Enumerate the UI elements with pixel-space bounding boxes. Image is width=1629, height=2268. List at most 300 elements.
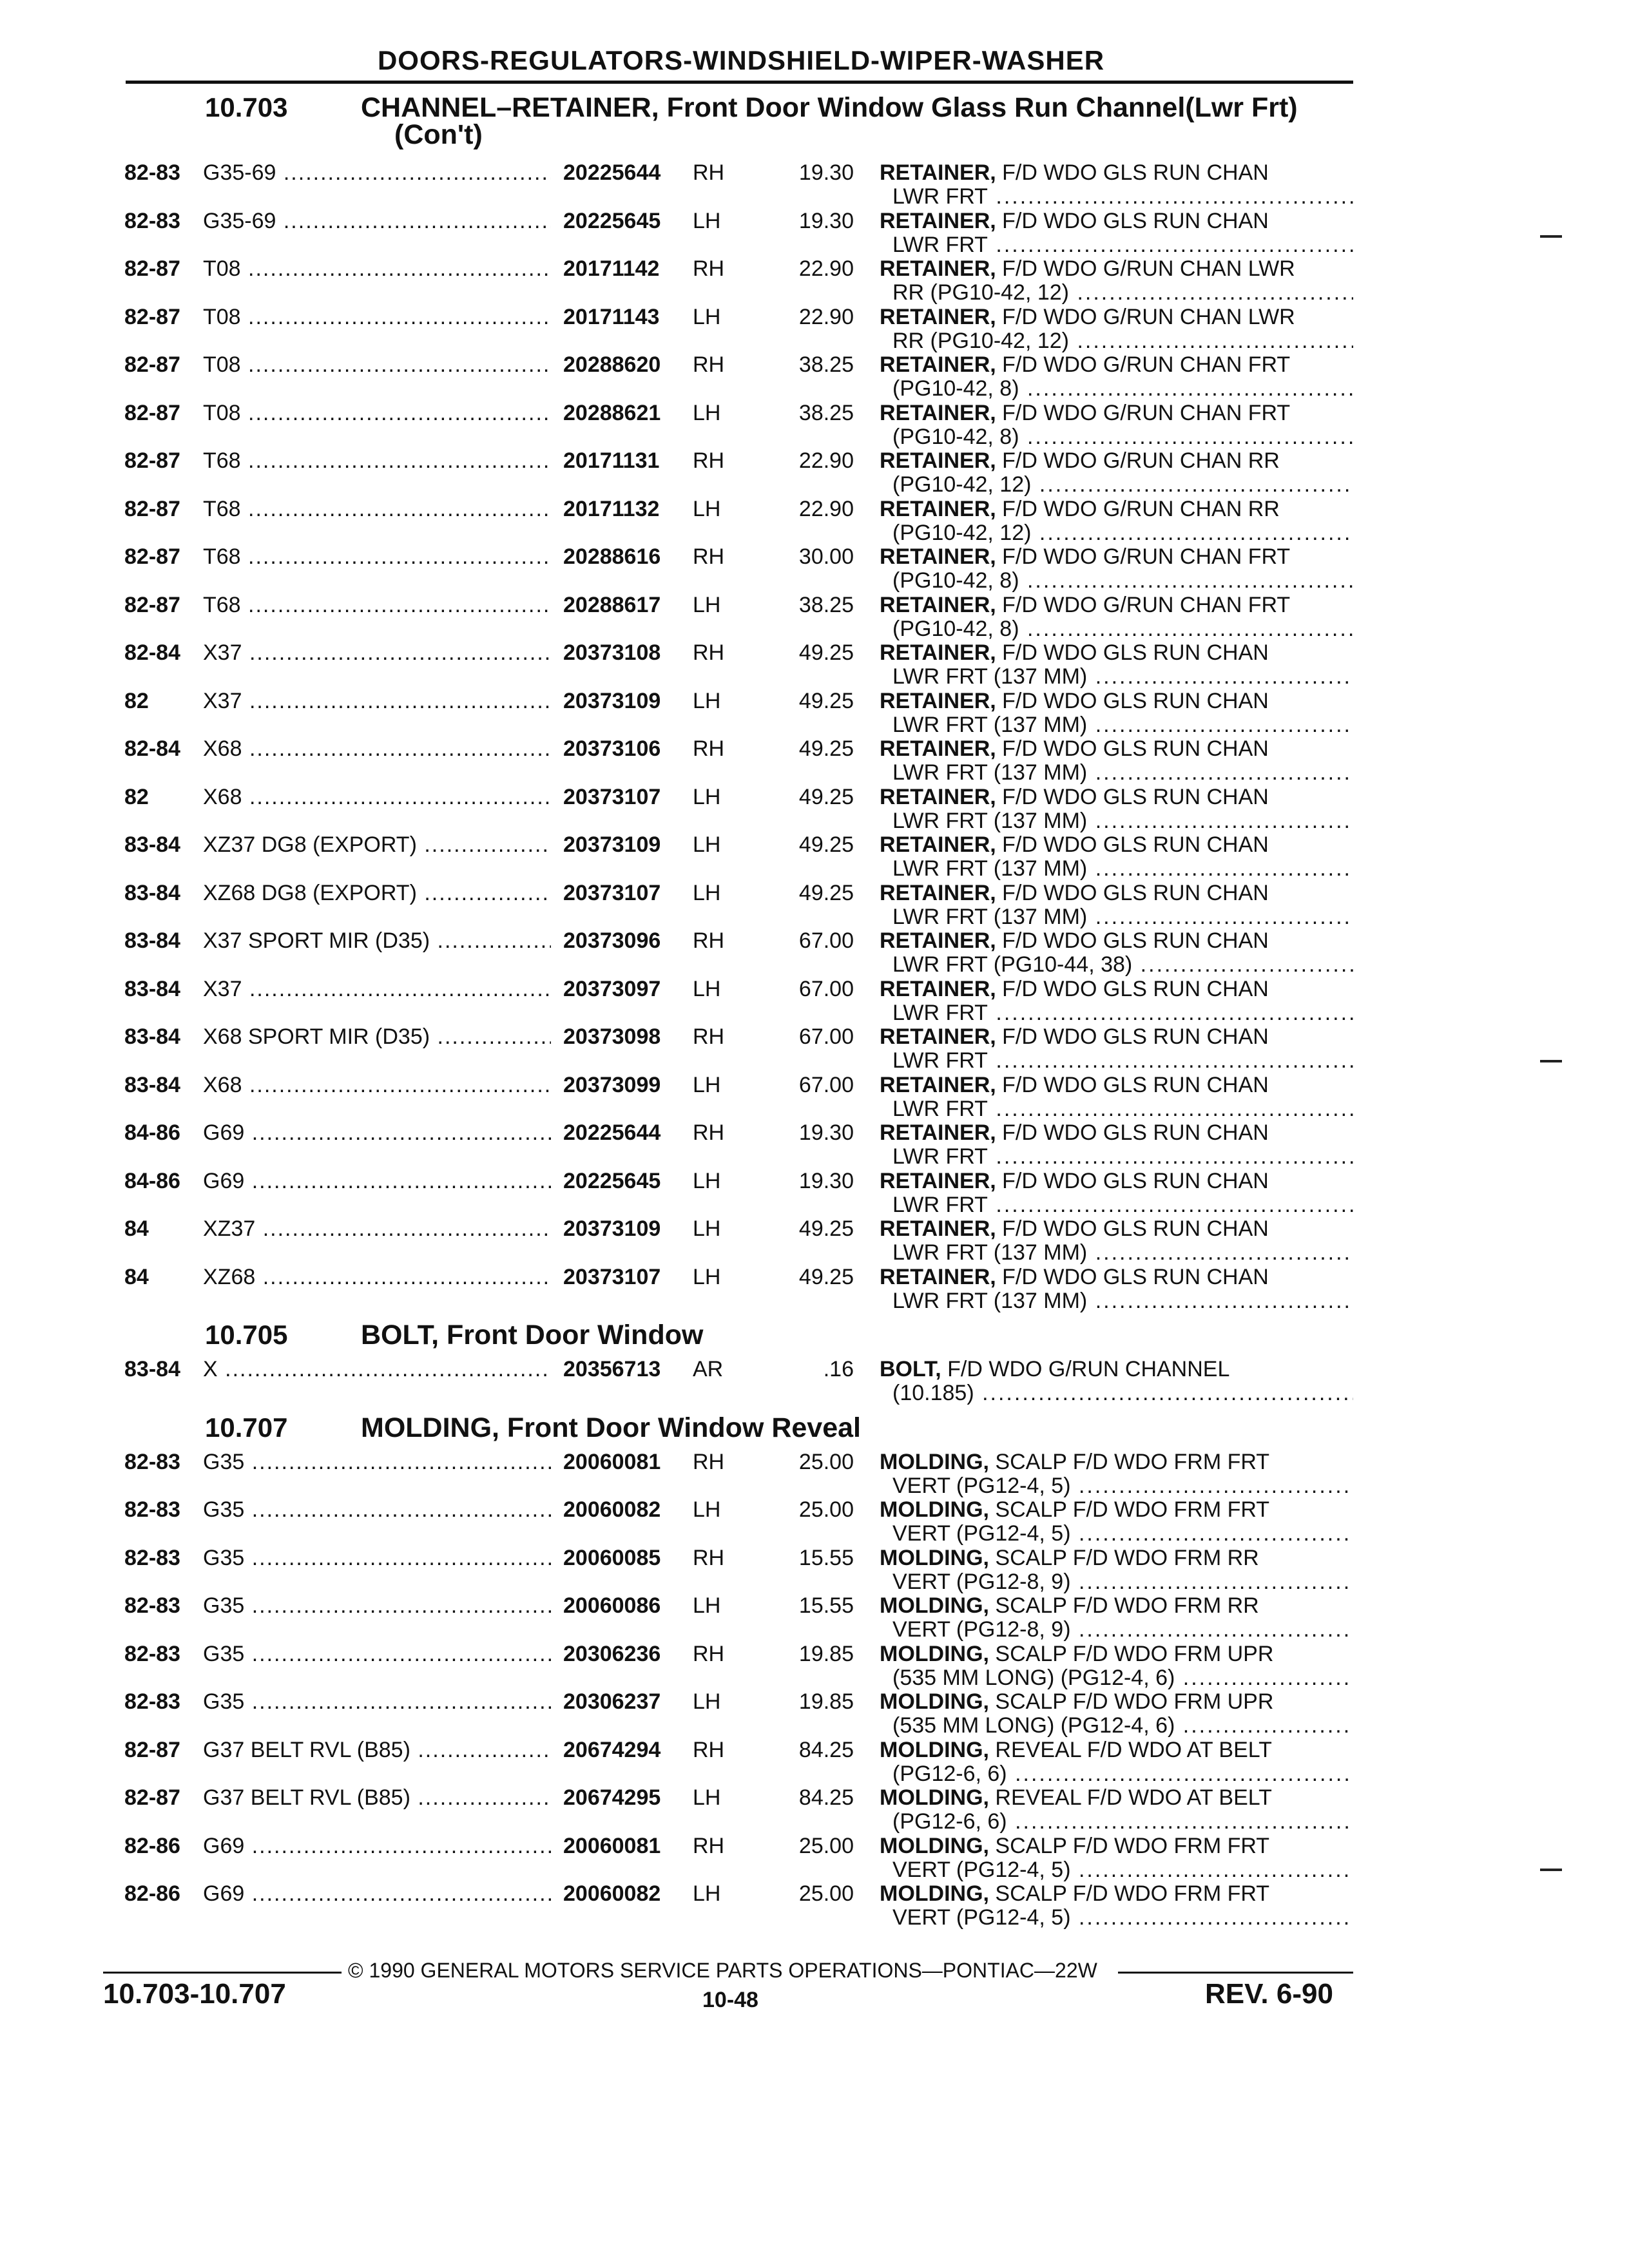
description-noun: RETAINER,	[880, 592, 996, 617]
model-code: XZ68 DG8 (EXPORT) .....	[203, 881, 551, 905]
description-line1	[880, 1882, 1269, 1906]
description-line1	[880, 545, 1290, 569]
model-code: G69 .....	[203, 1169, 551, 1193]
price: 22.90	[798, 304, 854, 329]
description-line2: (PG10-42, 12) .....	[892, 473, 1353, 497]
price: 25.00	[798, 1833, 854, 1858]
description-detail: F/D WDO GLS RUN CHAN	[996, 1072, 1269, 1097]
description-noun: RETAINER,	[880, 304, 996, 329]
description-detail: F/D WDO G/RUN CHAN RR	[996, 448, 1280, 473]
model-code: G35 .....	[203, 1498, 551, 1522]
price: 67.00	[798, 928, 854, 953]
description-line2: VERT (PG12-4, 5) .....	[892, 1522, 1353, 1546]
model-years: 82-83	[124, 208, 180, 233]
description-noun: MOLDING,	[880, 1545, 989, 1570]
footer-section-range: 10.703-10.707	[103, 1978, 286, 2010]
part-number: 20373096	[559, 929, 660, 953]
description-detail: F/D WDO GLS RUN CHAN	[996, 832, 1269, 857]
description-line1	[880, 1450, 1269, 1474]
description-line2: RR (PG10-42, 12) .....	[892, 281, 1353, 305]
description-line1	[880, 977, 1269, 1001]
model-years: 83-84	[124, 1024, 180, 1049]
model-code: T08 .....	[203, 305, 551, 329]
description-line1	[880, 881, 1269, 905]
description-line2: (PG12-6, 6) .....	[892, 1810, 1353, 1834]
description-line2: LWR FRT (137 MM) .....	[892, 1289, 1353, 1313]
price: 38.25	[798, 592, 854, 617]
description-line2: LWR FRT (137 MM) .....	[892, 809, 1353, 833]
model-years: 82-86	[124, 1833, 180, 1858]
description-line2: LWR FRT .....	[892, 1049, 1353, 1073]
price: 19.30	[798, 160, 854, 185]
description-detail: F/D WDO GLS RUN CHAN	[996, 784, 1269, 809]
footer-copyright: © 1990 GENERAL MOTORS SERVICE PARTS OPERATIONS—PONTIAC—22W	[348, 1959, 1097, 1982]
description-line1	[880, 353, 1290, 377]
model-code: X37 SPORT MIR (D35) .....	[203, 929, 551, 953]
part-number: 20171143	[559, 305, 659, 329]
description-noun: RETAINER,	[880, 784, 996, 809]
model-code: T08 .....	[203, 401, 551, 425]
description-detail: SCALP F/D WDO FRM FRT	[988, 1497, 1270, 1522]
description-line2: (PG10-42, 8) .....	[892, 569, 1353, 593]
model-code: XZ37 .....	[203, 1217, 551, 1241]
side: RH	[693, 352, 725, 377]
model-years: 83-84	[124, 1072, 180, 1097]
description-line2: VERT (PG12-4, 5) .....	[892, 1858, 1353, 1882]
description-noun: RETAINER,	[880, 1168, 996, 1193]
model-years: 82-87	[124, 1737, 180, 1762]
model-years: 82-87	[124, 496, 180, 521]
description-line1	[880, 641, 1269, 665]
model-years: 83-84	[124, 976, 180, 1001]
description-noun: RETAINER,	[880, 928, 996, 953]
description-line2: LWR FRT .....	[892, 233, 1353, 257]
part-number: 20674295	[559, 1786, 660, 1810]
model-years: 84-86	[124, 1168, 180, 1193]
price: 19.30	[798, 208, 854, 233]
description-line2: (PG10-42, 12) .....	[892, 521, 1353, 545]
model-years: 82-86	[124, 1881, 180, 1906]
model-code: G37 BELT RVL (B85) .....	[203, 1738, 551, 1762]
description-line1	[880, 1738, 1272, 1762]
description-detail: F/D WDO GLS RUN CHAN	[996, 736, 1269, 761]
model-years: 82-87	[124, 400, 180, 425]
side: RH	[693, 1024, 725, 1049]
section-title: CHANNEL–RETAINER, Front Door Window Glass Run Channel(Lwr Frt)	[361, 92, 1298, 123]
price: 49.25	[798, 1216, 854, 1241]
model-code: G35 .....	[203, 1594, 551, 1618]
side: RH	[693, 928, 725, 953]
model-code: X68 .....	[203, 785, 551, 809]
description-line2: (PG10-42, 8) .....	[892, 377, 1353, 401]
side: LH	[693, 1785, 721, 1810]
description-line2: (PG10-42, 8) .....	[892, 425, 1353, 449]
model-years: 82-83	[124, 1449, 180, 1474]
price: 49.25	[798, 784, 854, 809]
description-line1	[880, 1834, 1269, 1858]
description-noun: RETAINER,	[880, 352, 996, 377]
description-detail: F/D WDO G/RUN CHAN FRT	[996, 592, 1291, 617]
description-noun: MOLDING,	[880, 1497, 989, 1522]
model-years: 82-87	[124, 304, 180, 329]
model-years: 83-84	[124, 832, 180, 857]
description-noun: RETAINER,	[880, 448, 996, 473]
description-line1	[880, 785, 1269, 809]
model-years: 83-84	[124, 928, 180, 953]
description-line2: LWR FRT (137 MM) .....	[892, 665, 1353, 689]
part-number: 20060082	[559, 1498, 660, 1522]
price: 22.90	[798, 448, 854, 473]
part-number: 20373097	[559, 977, 660, 1001]
model-code: X37 .....	[203, 689, 551, 713]
side: RH	[693, 1641, 725, 1666]
price: 49.25	[798, 640, 854, 665]
side: LH	[693, 304, 721, 329]
side: LH	[693, 592, 721, 617]
footer-page-number: 10-48	[702, 1988, 758, 2012]
description-noun: RETAINER,	[880, 400, 996, 425]
model-years: 82	[124, 688, 149, 713]
part-number: 20288617	[559, 593, 660, 617]
description-detail: F/D WDO G/RUN CHANNEL	[941, 1357, 1230, 1381]
description-line1	[880, 1546, 1259, 1570]
description-line2: LWR FRT (137 MM) .....	[892, 713, 1353, 737]
margin-mark	[1540, 1060, 1562, 1062]
side: LH	[693, 784, 721, 809]
part-number: 20373107	[559, 1265, 660, 1289]
side: LH	[693, 832, 721, 857]
description-noun: MOLDING,	[880, 1449, 989, 1474]
price: 49.25	[798, 736, 854, 761]
description-line2: (PG12-6, 6) .....	[892, 1762, 1353, 1786]
model-code: X .....	[203, 1358, 551, 1381]
description-detail: F/D WDO GLS RUN CHAN	[996, 640, 1269, 665]
description-line2: VERT (PG12-8, 9) .....	[892, 1570, 1353, 1594]
description-noun: RETAINER,	[880, 640, 996, 665]
part-number: 20288620	[559, 353, 660, 377]
model-years: 82-87	[124, 544, 180, 569]
footer-rule-left	[103, 1972, 342, 1974]
description-line1	[880, 1121, 1269, 1145]
model-code: G35 .....	[203, 1690, 551, 1714]
description-noun: RETAINER,	[880, 1072, 996, 1097]
price: 38.25	[798, 352, 854, 377]
description-noun: RETAINER,	[880, 736, 996, 761]
description-noun: MOLDING,	[880, 1641, 989, 1666]
description-detail: F/D WDO GLS RUN CHAN	[996, 1024, 1269, 1049]
description-line1	[880, 1498, 1269, 1522]
part-number: 20373098	[559, 1025, 660, 1049]
description-line2: LWR FRT (137 MM) .....	[892, 1241, 1353, 1265]
side: LH	[693, 1689, 721, 1714]
description-noun: RETAINER,	[880, 1264, 996, 1289]
model-code: G35 .....	[203, 1546, 551, 1570]
side: LH	[693, 1264, 721, 1289]
description-detail: REVEAL F/D WDO AT BELT	[988, 1785, 1272, 1810]
part-number: 20373099	[559, 1073, 660, 1097]
price: 22.90	[798, 496, 854, 521]
description-line2: RR (PG10-42, 12) .....	[892, 329, 1353, 353]
description-detail: F/D WDO GLS RUN CHAN	[996, 976, 1269, 1001]
price: 30.00	[798, 544, 854, 569]
model-years: 82-84	[124, 736, 180, 761]
part-number: 20674294	[559, 1738, 660, 1762]
part-number: 20356713	[559, 1358, 660, 1381]
side: RH	[693, 1449, 725, 1474]
part-number: 20171131	[559, 449, 659, 473]
description-line2: LWR FRT (137 MM) .....	[892, 857, 1353, 881]
price: 67.00	[798, 976, 854, 1001]
description-line1	[880, 689, 1269, 713]
description-detail: F/D WDO G/RUN CHAN RR	[996, 496, 1280, 521]
part-number: 20306236	[559, 1642, 660, 1666]
description-line1	[880, 1594, 1259, 1618]
section-number: 10.703	[205, 92, 288, 122]
model-code: T68 .....	[203, 593, 551, 617]
model-code: X37 .....	[203, 641, 551, 665]
model-code: X37 .....	[203, 977, 551, 1001]
model-code: G69 .....	[203, 1882, 551, 1906]
model-code: T68 .....	[203, 545, 551, 569]
side: LH	[693, 1072, 721, 1097]
description-detail: SCALP F/D WDO FRM RR	[988, 1593, 1259, 1618]
description-detail: F/D WDO GLS RUN CHAN	[996, 1216, 1269, 1241]
price: 19.85	[798, 1689, 854, 1714]
description-line1	[880, 1642, 1273, 1666]
description-line2: LWR FRT .....	[892, 185, 1353, 209]
model-years: 82-87	[124, 256, 180, 281]
description-line1	[880, 1073, 1269, 1097]
description-detail: F/D WDO GLS RUN CHAN	[996, 1168, 1269, 1193]
description-line1	[880, 257, 1295, 281]
model-years: 82-87	[124, 592, 180, 617]
description-noun: MOLDING,	[880, 1785, 989, 1810]
description-detail: SCALP F/D WDO FRM FRT	[988, 1833, 1270, 1858]
model-years: 82-83	[124, 1545, 180, 1570]
price: 67.00	[798, 1024, 854, 1049]
model-code: X68 .....	[203, 1073, 551, 1097]
description-detail: F/D WDO GLS RUN CHAN	[996, 208, 1269, 233]
price: 38.25	[798, 400, 854, 425]
model-years: 82-83	[124, 160, 180, 185]
price: 67.00	[798, 1072, 854, 1097]
price: 25.00	[798, 1497, 854, 1522]
description-line2: LWR FRT (PG10-44, 38) .....	[892, 953, 1353, 977]
description-line2: LWR FRT .....	[892, 1145, 1353, 1169]
side: RH	[693, 1737, 725, 1762]
description-line2: VERT (PG12-4, 5) .....	[892, 1906, 1353, 1930]
model-years: 82-87	[124, 448, 180, 473]
description-noun: RETAINER,	[880, 208, 996, 233]
description-noun: RETAINER,	[880, 832, 996, 857]
price: 84.25	[798, 1737, 854, 1762]
price: 49.25	[798, 1264, 854, 1289]
side: LH	[693, 1881, 721, 1906]
description-detail: F/D WDO G/RUN CHAN FRT	[996, 352, 1291, 377]
description-line1	[880, 929, 1269, 953]
description-noun: RETAINER,	[880, 1024, 996, 1049]
model-code: G35 .....	[203, 1642, 551, 1666]
description-detail: F/D WDO G/RUN CHAN FRT	[996, 544, 1291, 569]
description-line1	[880, 833, 1269, 857]
model-years: 83-84	[124, 880, 180, 905]
price: 19.30	[798, 1168, 854, 1193]
footer-rule-right	[1118, 1972, 1353, 1974]
description-line2: (535 MM LONG) (PG12-4, 6) .....	[892, 1666, 1353, 1690]
side: LH	[693, 976, 721, 1001]
description-detail: F/D WDO GLS RUN CHAN	[996, 1120, 1269, 1145]
description-detail: F/D WDO GLS RUN CHAN	[996, 880, 1269, 905]
part-number: 20288616	[559, 545, 660, 569]
part-number: 20373108	[559, 641, 660, 665]
description-noun: MOLDING,	[880, 1737, 989, 1762]
price: 49.25	[798, 880, 854, 905]
description-line1	[880, 1025, 1269, 1049]
page-header-title: DOORS-REGULATORS-WINDSHIELD-WIPER-WASHER	[377, 45, 1105, 75]
model-years: 82-83	[124, 1641, 180, 1666]
description-detail: F/D WDO G/RUN CHAN LWR	[996, 304, 1295, 329]
model-code: XZ37 DG8 (EXPORT) .....	[203, 833, 551, 857]
section-title: MOLDING, Front Door Window Reveal	[361, 1412, 861, 1443]
part-number: 20225644	[559, 1121, 660, 1145]
part-number: 20225645	[559, 1169, 660, 1193]
part-number: 20373109	[559, 833, 660, 857]
model-code: XZ68 .....	[203, 1265, 551, 1289]
part-number: 20171132	[559, 497, 659, 521]
description-noun: RETAINER,	[880, 880, 996, 905]
part-number: 20373106	[559, 737, 660, 761]
price: 15.55	[798, 1593, 854, 1618]
description-noun: MOLDING,	[880, 1833, 989, 1858]
part-number: 20225645	[559, 209, 660, 233]
description-line1	[880, 209, 1269, 233]
description-noun: RETAINER,	[880, 256, 996, 281]
description-detail: F/D WDO G/RUN CHAN LWR	[996, 256, 1295, 281]
description-detail: F/D WDO GLS RUN CHAN	[996, 688, 1269, 713]
description-detail: SCALP F/D WDO FRM RR	[988, 1545, 1259, 1570]
section-title-line2: (Con't)	[394, 119, 483, 150]
model-code: G37 BELT RVL (B85) .....	[203, 1786, 551, 1810]
description-detail: REVEAL F/D WDO AT BELT	[988, 1737, 1272, 1762]
description-noun: RETAINER,	[880, 976, 996, 1001]
side: AR	[693, 1357, 724, 1381]
side: RH	[693, 544, 725, 569]
description-detail: F/D WDO GLS RUN CHAN	[996, 160, 1269, 185]
part-number: 20060086	[559, 1594, 660, 1618]
part-number: 20060081	[559, 1834, 660, 1858]
side: LH	[693, 880, 721, 905]
price: 15.55	[798, 1545, 854, 1570]
margin-mark	[1540, 235, 1562, 238]
part-number: 20373109	[559, 1217, 660, 1241]
description-line2: VERT (PG12-4, 5) .....	[892, 1474, 1353, 1498]
description-detail: SCALP F/D WDO FRM FRT	[988, 1449, 1270, 1474]
description-noun: MOLDING,	[880, 1689, 989, 1714]
part-number: 20373107	[559, 785, 660, 809]
description-line1	[880, 737, 1269, 761]
description-line1	[880, 1265, 1269, 1289]
model-code: G69 .....	[203, 1834, 551, 1858]
side: LH	[693, 208, 721, 233]
description-line2: (10.185) .....	[892, 1381, 1353, 1405]
description-line1	[880, 1358, 1229, 1381]
description-line1	[880, 497, 1280, 521]
part-number: 20373109	[559, 689, 660, 713]
side: LH	[693, 400, 721, 425]
side: RH	[693, 160, 725, 185]
model-code: T08 .....	[203, 257, 551, 281]
model-code: G69 .....	[203, 1121, 551, 1145]
price: 19.85	[798, 1641, 854, 1666]
model-code: G35 .....	[203, 1450, 551, 1474]
description-line1	[880, 401, 1290, 425]
price: 84.25	[798, 1785, 854, 1810]
part-number: 20171142	[559, 257, 659, 281]
model-years: 83-84	[124, 1357, 180, 1381]
price: 25.00	[798, 1881, 854, 1906]
side: RH	[693, 256, 725, 281]
model-years: 82-83	[124, 1497, 180, 1522]
description-line2: VERT (PG12-8, 9) .....	[892, 1618, 1353, 1642]
price: 22.90	[798, 256, 854, 281]
side: RH	[693, 1833, 725, 1858]
description-detail: SCALP F/D WDO FRM UPR	[988, 1689, 1274, 1714]
description-line2: LWR FRT (137 MM) .....	[892, 905, 1353, 929]
side: LH	[693, 1497, 721, 1522]
description-line2: LWR FRT .....	[892, 1001, 1353, 1025]
header-rule	[126, 81, 1353, 84]
part-number: 20306237	[559, 1690, 660, 1714]
description-noun: BOLT,	[880, 1357, 941, 1381]
model-code: T08 .....	[203, 353, 551, 377]
price: 25.00	[798, 1449, 854, 1474]
description-noun: RETAINER,	[880, 1120, 996, 1145]
model-code: G35-69 .....	[203, 209, 551, 233]
side: LH	[693, 496, 721, 521]
description-noun: RETAINER,	[880, 1216, 996, 1241]
description-line1	[880, 161, 1269, 185]
description-noun: RETAINER,	[880, 160, 996, 185]
description-line2: LWR FRT (137 MM) .....	[892, 761, 1353, 785]
part-number: 20288621	[559, 401, 660, 425]
description-detail: F/D WDO GLS RUN CHAN	[996, 928, 1269, 953]
part-number: 20373107	[559, 881, 660, 905]
model-years: 82-87	[124, 352, 180, 377]
side: RH	[693, 1545, 725, 1570]
description-noun: MOLDING,	[880, 1881, 989, 1906]
side: RH	[693, 448, 725, 473]
part-number: 20225644	[559, 161, 660, 185]
model-code: T68 .....	[203, 449, 551, 473]
description-detail: SCALP F/D WDO FRM FRT	[988, 1881, 1270, 1906]
side: LH	[693, 1593, 721, 1618]
description-line2: (535 MM LONG) (PG12-4, 6) .....	[892, 1714, 1353, 1738]
part-number: 20060082	[559, 1882, 660, 1906]
price: 19.30	[798, 1120, 854, 1145]
description-line1	[880, 1169, 1269, 1193]
model-code: G35-69 .....	[203, 161, 551, 185]
model-years: 84-86	[124, 1120, 180, 1145]
description-line2: (PG10-42, 8) .....	[892, 617, 1353, 641]
model-years: 82-87	[124, 1785, 180, 1810]
part-number: 20060081	[559, 1450, 660, 1474]
description-noun: RETAINER,	[880, 688, 996, 713]
model-code: X68 .....	[203, 737, 551, 761]
description-noun: RETAINER,	[880, 544, 996, 569]
model-code: T68 .....	[203, 497, 551, 521]
model-years: 82-83	[124, 1689, 180, 1714]
description-line1	[880, 449, 1280, 473]
